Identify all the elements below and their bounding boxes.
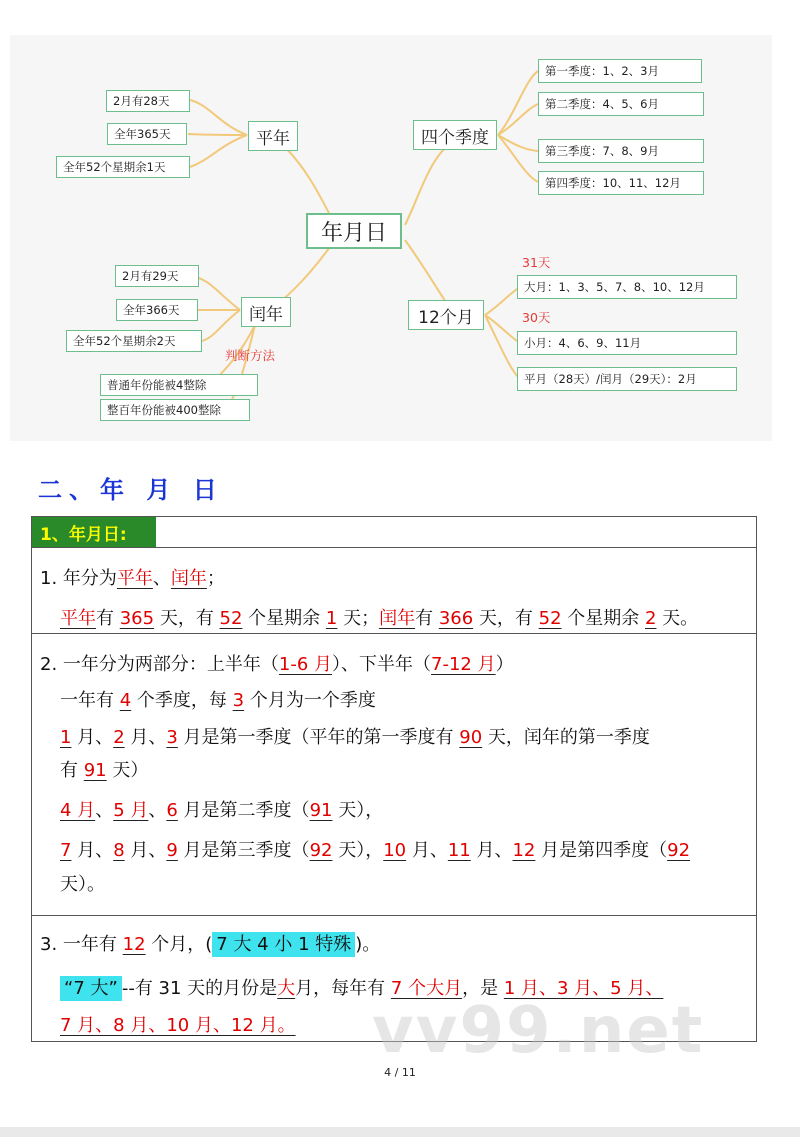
mindmap-common-year-item: 全年52个星期余1天: [56, 156, 190, 178]
mindmap-leap-year-node: 闰年: [241, 297, 291, 327]
p2-line1: 2. 一年分为两部分：上半年（1-6 月）、下半年（7-12 月）: [40, 654, 514, 675]
p2-line3: 1 月、2 月、3 月是第一季度（平年的第一季度有 90 天，闰年的第一季度: [60, 727, 650, 748]
p2-line5: 4 月、5 月、6 月是第二季度（91 天），: [60, 800, 384, 821]
mindmap-common-year-item: 2月有28天: [106, 90, 190, 112]
bottom-bar: [0, 1127, 800, 1137]
page-number: 4 / 11: [384, 1066, 416, 1079]
mindmap-center-node: 年月日: [306, 213, 402, 249]
p2-line4: 有 91 天）: [60, 760, 149, 781]
subsection-label: 1、年月日:: [32, 517, 156, 547]
mind-map: [10, 35, 772, 441]
p3-line3: 7 月、8 月、10 月、12 月。: [60, 1015, 296, 1036]
p2-line7: 天）。: [60, 874, 105, 895]
p3-line2: “7 大” --有 31 天的月份是大月，每年有 7 个大月，是 1 月、3 月、5 月、: [60, 974, 663, 1000]
mindmap-quarter-item: 第四季度：10、11、12月: [538, 171, 704, 195]
mindmap-small-month-days: 30天: [522, 310, 551, 325]
mindmap-small-months: 小月：4、6、9、11月: [517, 331, 737, 355]
mindmap-leap-year-item: 全年52个星期余2天: [66, 330, 202, 352]
mindmap-quarter-item: 第三季度：7、8、9月: [538, 139, 704, 163]
mindmap-leap-rule-title: 判断方法: [225, 348, 276, 363]
mindmap-leap-year-item: 全年366天: [116, 299, 198, 321]
mindmap-february: 平月（28天）/闰月（29天）：2月: [517, 367, 737, 391]
p2-line6: 7 月、8 月、9 月是第三季度（92 天），10 月、11 月、12 月是第四季度（92: [60, 840, 691, 861]
watermark: vv99.net: [372, 994, 705, 1068]
mindmap-leap-rule: 整百年份能被400整除: [100, 399, 250, 421]
mindmap-quarter-item: 第一季度：1、2、3月: [538, 59, 702, 83]
table-row: [32, 633, 756, 916]
highlight-7-big-4-small: 7 大 4 小 1 特殊: [212, 932, 355, 957]
mindmap-common-year-node: 平年: [248, 121, 298, 151]
section-heading: 二、年 月 日: [38, 476, 224, 504]
mindmap-common-year-item: 全年365天: [107, 123, 187, 145]
table-row: [32, 547, 756, 634]
mindmap-months-node: 12个月: [408, 300, 484, 330]
mindmap-big-month-days: 31天: [522, 255, 551, 270]
content-table: [31, 516, 757, 1042]
highlight-7-big: “7 大”: [60, 976, 122, 1001]
p3-line1: 3. 一年有 12 个月，( 7 大 4 小 1 特殊 )。: [40, 934, 381, 955]
mindmap-leap-rule: 普通年份能被4整除: [100, 374, 258, 396]
p1-line2: 平年有 365 天，有 52 个星期余 1 天；闰年有 366 天，有 52 个星期余 2 天。: [60, 608, 699, 629]
mindmap-quarters-node: 四个季度: [413, 120, 497, 150]
mindmap-quarter-item: 第二季度：4、5、6月: [538, 92, 704, 116]
mindmap-big-months: 大月：1、3、5、7、8、10、12月: [517, 275, 737, 299]
mindmap-leap-year-item: 2月有29天: [115, 265, 199, 287]
p1-line1: 1. 年分为平年、闰年；: [40, 568, 225, 589]
p2-line2: 一年有 4 个季度，每 3 个月为一个季度: [60, 690, 376, 711]
